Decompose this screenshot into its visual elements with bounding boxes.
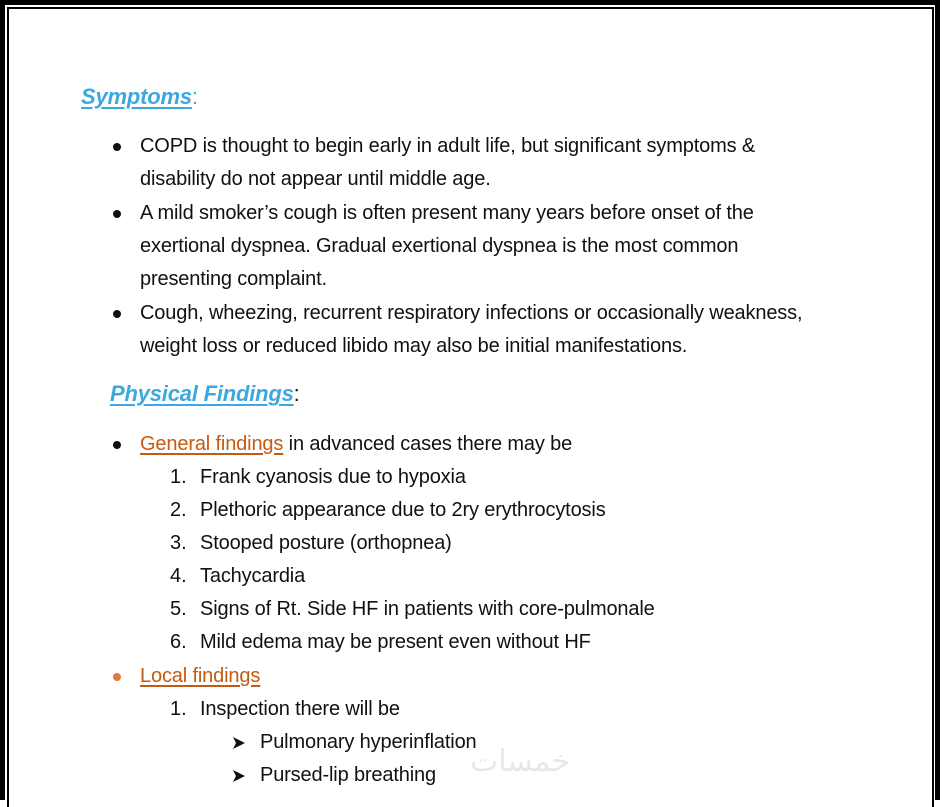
physical-findings-heading-colon: : xyxy=(293,381,300,406)
bullet-icon xyxy=(113,441,121,449)
bullet-icon xyxy=(113,143,121,151)
physical-findings-heading xyxy=(110,381,300,407)
arrow-bullet-icon xyxy=(232,769,246,783)
sub-list-item-text: Pulmonary hyperinflation xyxy=(260,731,477,753)
list-number: 5. xyxy=(170,598,187,620)
list-item-text: Stooped posture (orthopnea) xyxy=(200,532,452,554)
list-number: 4. xyxy=(170,565,187,587)
general-findings-label: General findings xyxy=(140,433,284,455)
list-item-text: COPD is thought to begin early in adult life, but significant symptoms & xyxy=(140,135,756,157)
symptoms-heading-colon: : xyxy=(191,84,198,109)
list-number: 6. xyxy=(170,631,187,653)
local-findings-label: Local findings xyxy=(140,665,261,687)
list-item-text: exertional dyspnea. Gradual exertional dyspnea is the most common xyxy=(140,235,739,257)
bullet-icon xyxy=(113,210,121,218)
list-number: 1. xyxy=(170,466,187,488)
list-number: 2. xyxy=(170,499,187,521)
physical-findings-heading-title: Physical Findings xyxy=(110,381,294,406)
list-item-text: A mild smoker’s cough is often present many years before onset of the xyxy=(140,202,754,224)
list-item-text: Tachycardia xyxy=(200,565,306,587)
list-item-text: Plethoric appearance due to 2ry erythrocytosis xyxy=(200,499,606,521)
sub-list-item-text: Pursed-lip breathing xyxy=(260,764,436,786)
list-item-text: weight loss or reduced libido may also be initial manifestations. xyxy=(140,335,688,357)
bullet-icon xyxy=(113,673,121,681)
arrow-bullet-icon xyxy=(232,736,246,750)
list-number: 3. xyxy=(170,532,187,554)
list-item-text: Frank cyanosis due to hypoxia xyxy=(200,466,466,488)
symptoms-heading-title: Symptoms xyxy=(81,84,192,109)
list-item-text: Cough, wheezing, recurrent respiratory infections or occasionally weakness, xyxy=(140,302,803,324)
list-item-text: Inspection there will be xyxy=(200,698,400,720)
list-item-text: disability do not appear until middle age. xyxy=(140,168,491,190)
symptoms-heading xyxy=(81,84,198,110)
list-item-text: Mild edema may be present even without HF xyxy=(200,631,591,653)
general-findings-rest: in advanced cases there may be xyxy=(283,433,573,455)
bullet-icon xyxy=(113,310,121,318)
general-findings-line xyxy=(140,433,572,456)
list-item-text: presenting complaint. xyxy=(140,268,327,290)
list-item-text: Signs of Rt. Side HF in patients with core-pulmonale xyxy=(200,598,655,620)
list-number: 1. xyxy=(170,698,187,720)
local-findings-line xyxy=(140,665,260,688)
watermark-logo: خمسات xyxy=(470,744,571,779)
